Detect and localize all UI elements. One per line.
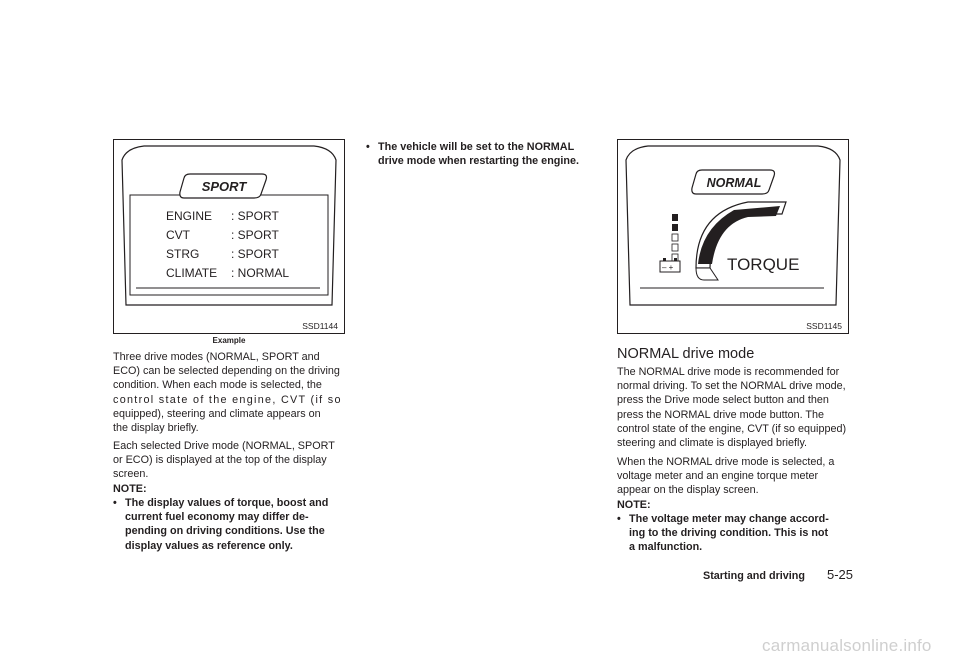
normal-badge-label: NORMAL	[706, 176, 762, 190]
voltage-bar	[672, 224, 678, 231]
text-line: screen.	[113, 468, 149, 481]
text-line: When the NORMAL drive mode is selected, a	[617, 456, 835, 468]
svg-text:– +: – +	[662, 263, 674, 272]
note-label: NOTE:	[617, 499, 651, 511]
display-paragraph	[113, 439, 345, 482]
bullet-icon: •	[617, 513, 621, 525]
row-value: : SPORT	[231, 209, 279, 223]
figure-caption: Example	[212, 336, 246, 345]
text-line: display values as reference only.	[125, 539, 293, 552]
row-value: : SPORT	[231, 247, 279, 261]
watermark: carmanualsonline.info	[762, 636, 932, 655]
text-line: or ECO) is displayed at the top of the display	[113, 454, 327, 467]
voltage-bar	[672, 214, 678, 221]
note-label: NOTE:	[113, 483, 147, 495]
figure-id: SSD1145	[806, 321, 842, 331]
text-line: the display briefly.	[113, 422, 199, 435]
page-number: 5-25	[827, 567, 854, 582]
text-line: current fuel economy may differ de-	[125, 511, 309, 524]
text-line: appear on the display screen.	[617, 484, 759, 497]
intro-paragraph	[113, 350, 345, 435]
restart-text	[378, 140, 579, 168]
text-line: equipped), steering and climate appears on	[113, 407, 321, 420]
text-line: control state of the engine, CVT (if so equipped)	[617, 422, 847, 435]
text-line: control state of the engine, CVT (if so	[113, 393, 342, 406]
row-label: STRG	[166, 247, 200, 261]
note-text	[125, 496, 328, 553]
text-line: voltage meter and an engine torque meter	[617, 470, 819, 483]
text-line: ing to the driving condition. This is not	[629, 527, 829, 540]
text-line: The vehicle will be set to the NORMAL	[378, 141, 575, 153]
note-bullet	[113, 496, 345, 556]
restart-bullet	[366, 140, 598, 170]
row-value: : SPORT	[231, 228, 279, 242]
text-line: drive mode when restarting the engine.	[378, 155, 579, 168]
text-line: ECO) can be selected depending on the driving	[113, 365, 340, 378]
row-label: CLIMATE	[166, 266, 218, 280]
figure-sport-display	[113, 139, 345, 334]
sport-display-illustration	[114, 140, 344, 333]
section-heading: NORMAL drive mode	[617, 346, 755, 362]
text-line: steering and climate is displayed briefly.	[617, 437, 808, 450]
text-line: The NORMAL drive mode is recommended for	[617, 366, 840, 378]
voltage-bar	[672, 244, 678, 251]
text-line: The voltage meter may change accord-	[629, 513, 829, 525]
bullet-icon: •	[366, 141, 370, 153]
text-line: normal driving. To set the NORMAL drive mode,	[617, 380, 846, 393]
text-line: press the Drive mode select button and then	[617, 394, 829, 407]
note-text	[629, 512, 829, 555]
text-line: Three drive modes (NORMAL, SPORT and	[113, 351, 320, 363]
meter-paragraph	[617, 455, 849, 498]
bullet-icon: •	[113, 497, 117, 509]
text-line: a malfunction.	[629, 541, 703, 554]
footer-section-title: Starting and driving	[703, 570, 805, 582]
text-line: pending on driving conditions. Use the	[125, 525, 325, 538]
figure-id: SSD1144	[302, 321, 338, 331]
sport-badge-label: SPORT	[201, 179, 247, 194]
row-label: CVT	[166, 228, 190, 242]
voltage-bar	[672, 234, 678, 241]
text-line: condition. When each mode is selected, the	[113, 379, 322, 392]
row-value: : NORMAL	[231, 266, 290, 280]
normal-paragraph	[617, 365, 849, 450]
text-line: Each selected Drive mode (NORMAL, SPORT	[113, 440, 335, 452]
normal-display-illustration	[618, 140, 848, 333]
row-label: ENGINE	[166, 209, 213, 223]
battery-icon	[660, 258, 680, 272]
note-bullet	[617, 512, 849, 557]
text-line: press the NORMAL drive mode button. The	[617, 408, 825, 421]
torque-label: TORQUE	[727, 255, 800, 274]
text-line: The display values of torque, boost and	[125, 497, 329, 509]
figure-normal-display	[617, 139, 849, 334]
